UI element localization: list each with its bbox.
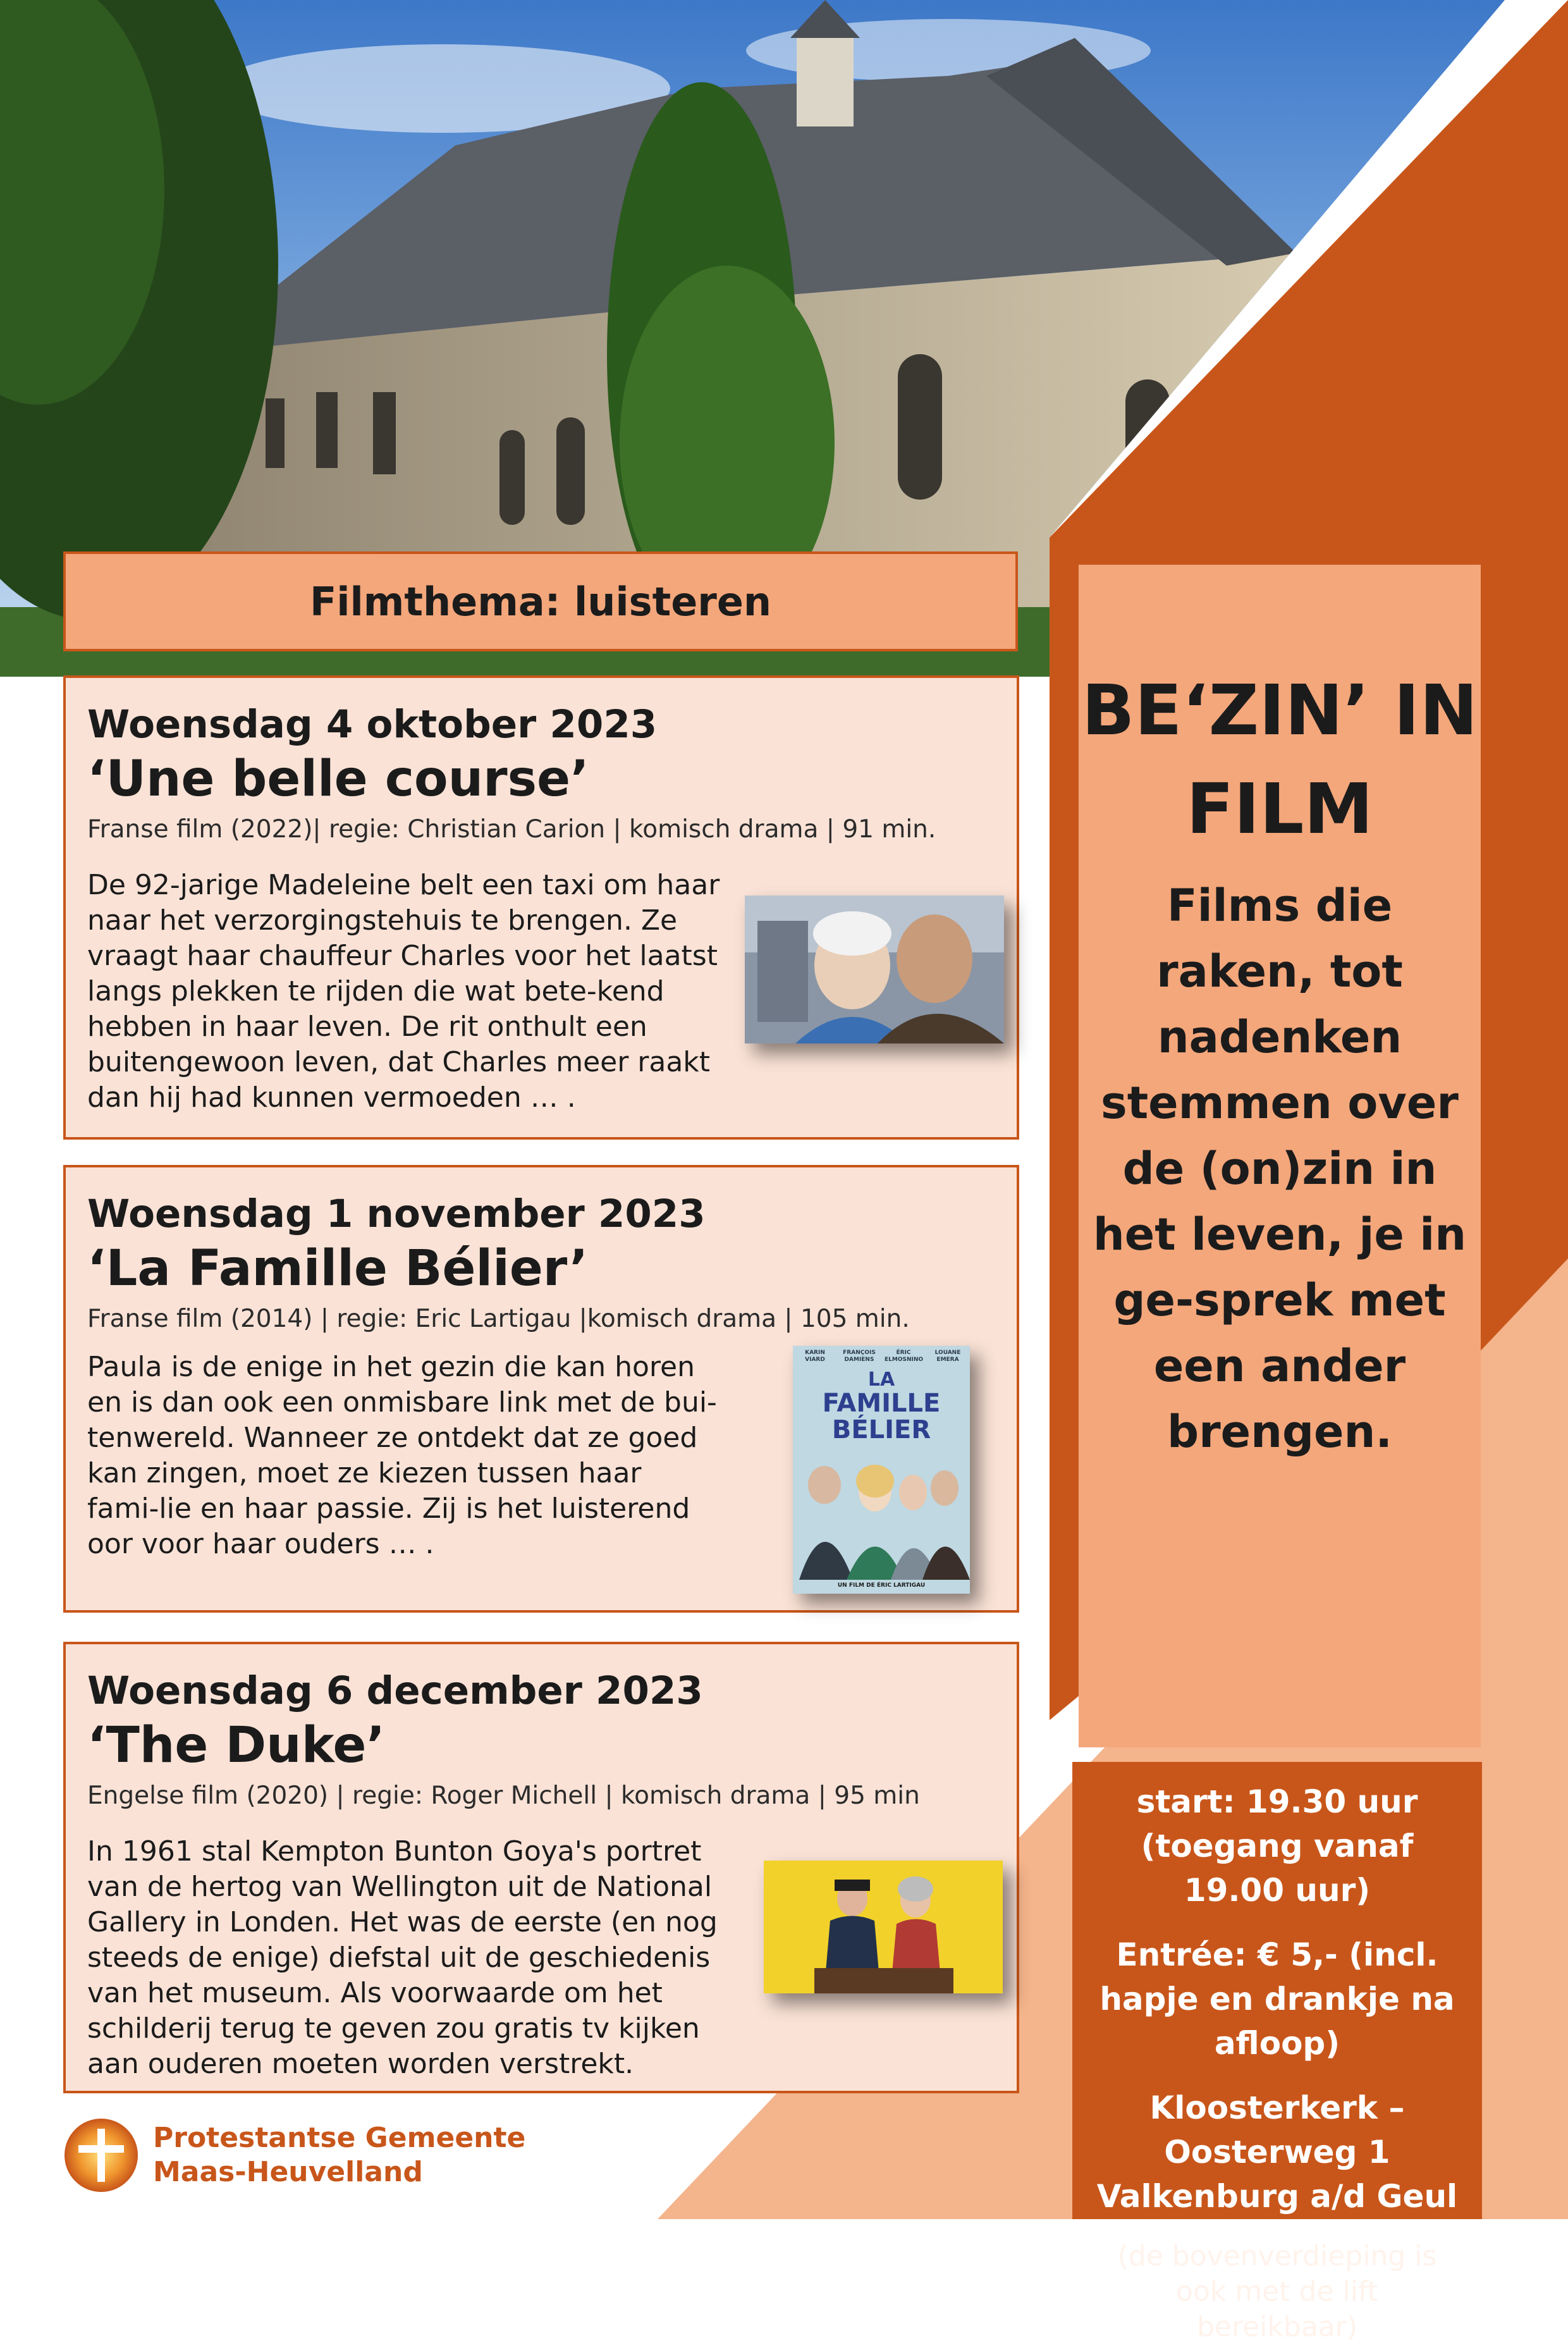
film-description: In 1961 stal Kempton Bunton Goya's portret van de hertog van Wellington uit de National Gallery in Londen. Het was de eerste (en nog steeds de enige) diefstal uit de geschiedenis van het museum. Als voorwaarde om het schilderij terug te geven zou gratis tv kijken aan ouderen moeten worden verstrekt. (87, 1835, 718, 2080)
poster-cast-4: LOUANE EMERA (934, 1350, 961, 1363)
start-time: start: 19.30 uur (toegang vanaf 19.00 uur) (1136, 1783, 1418, 1909)
film-still-the-duke (764, 1861, 1003, 1993)
film-date: Woensdag 6 december 2023 (87, 1668, 703, 1713)
film-title: ‘La Famille Bélier’ (87, 1240, 589, 1297)
location: Kloosterkerk – Oosterweg 1 Valkenburg a/d Geul (1096, 2090, 1458, 2215)
film-title: ‘The Duke’ (87, 1717, 386, 1774)
film-meta: Engelse film (2020) | regie: Roger Michell | komisch drama | 95 min (87, 1782, 920, 1810)
logo-line1: Protestantse Gemeente (153, 2122, 526, 2154)
poster-title-line1: LA (867, 1369, 895, 1391)
film-card-2 (63, 1165, 1019, 1613)
film-meta: Franse film (2022)| regie: Christian Carion | komisch drama | 91 min. (87, 815, 936, 844)
event-info-box (1072, 1762, 1482, 2343)
film-card-1 (63, 675, 1019, 1140)
film-poster-la-famille-belier (793, 1346, 970, 1594)
film-date: Woensdag 4 oktober 2023 (87, 702, 658, 747)
film-description: De 92-jarige Madeleine belt een taxi om haar naar het verzorgingstehuis te brengen. Ze vraagt haar chauffeur Charles voor het laatst langs plekken te rijden die wat bete-kend hebben in haar leven. De rit onthult een buitengewoon leven, dat Charles meer raakt dan hij had kunnen vermoeden … . (87, 869, 720, 1114)
accessibility-note: (de bovenverdieping is ook met de lift bereikbaar) (1117, 2240, 1437, 2343)
sidebar-tagline: Films die raken, tot nadenken stemmen over de (on)zin in het leven, je in ge-sprek met een ander brengen. (1093, 880, 1467, 1458)
film-still-une-belle-course (745, 896, 1004, 1043)
poster-title-line3: BÉLIER (831, 1415, 931, 1444)
sidebar-heading-line2: FILM (1186, 768, 1373, 849)
film-date: Woensdag 1 november 2023 (87, 1191, 706, 1236)
film-title: ‘Une belle course’ (87, 751, 589, 808)
theme-banner: Filmthema: luisteren (63, 551, 1018, 651)
poster-title-line2: FAMILLE (822, 1389, 941, 1418)
church-logo (63, 2117, 556, 2193)
poster-cast-illustration (793, 1453, 970, 1580)
church-logo-icon (63, 2117, 139, 2193)
logo-line2: Maas-Heuvelland (153, 2156, 423, 2188)
film-card-3 (63, 1642, 1019, 2093)
sidebar-heading-line1: BE‘ZIN’ IN (1081, 670, 1478, 751)
film-description: Paula is de enige in het gezin die kan horen en is dan ook een onmisbare link met de bui-tenwereld. Wanneer ze ontdekt dat ze goed kan zingen, moet ze kiezen tussen haar fami-lie en haar passie. Zij is het luisterend oor voor haar ouders … . (87, 1351, 717, 1560)
poster-cast-2: FRANÇOIS DAMIENS (843, 1350, 876, 1363)
poster-cast-1: KARIN VIARD (805, 1350, 825, 1363)
entrance-fee: Entrée: € 5,- (incl. hapje en drankje na afloop) (1099, 1936, 1455, 2062)
poster-cast-3: ÉRIC ELMOSNINO (885, 1350, 924, 1363)
film-meta: Franse film (2014) | regie: Eric Lartigau |komisch drama | 105 min. (87, 1305, 910, 1333)
sidebar-heading (1079, 661, 1481, 858)
poster-credit: UN FILM DE ÉRIC LARTIGAU (837, 1582, 926, 1589)
